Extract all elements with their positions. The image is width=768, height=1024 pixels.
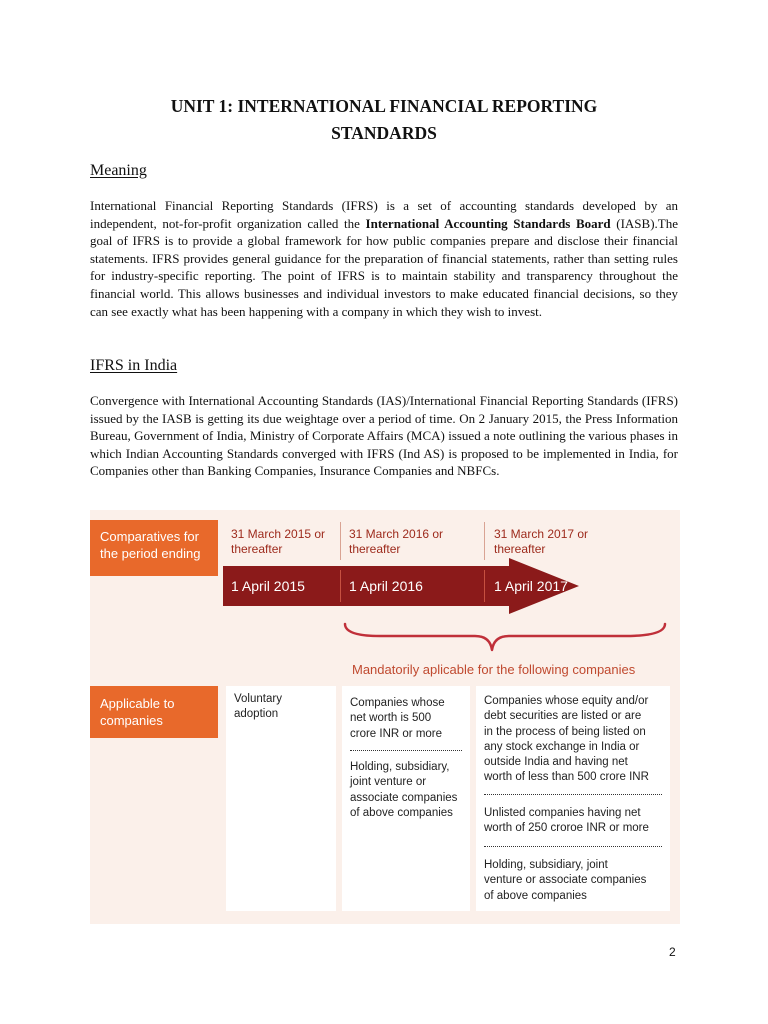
col2-a-line-1: Companies whose xyxy=(350,697,445,709)
period-2015-line-2: thereafter xyxy=(231,542,283,556)
ifrs-india-paragraph: Convergence with International Accounting Standards (IAS)/International Financial Reporting Standards (IFRS) issued by the IASB is getting its due weightage over a period of time. On 2 January 2015, the Press Information Bureau, Government of India, Ministry of Corporate Affairs (MCA) issued a note outlining the various phases in which Indian Accounting Standards converged with IFRS (Ind AS) is proposed to be implemented in India, for Companies other than Banking Companies, Insurance Companies and NBFCs. xyxy=(90,393,678,479)
col3-unlisted-text xyxy=(484,806,649,837)
col3-c-line-3: of above companies xyxy=(484,889,587,902)
col3-dotted-divider-1 xyxy=(484,794,662,795)
period-2017-line-1: 31 March 2017 or xyxy=(494,527,589,541)
col2-b-line-4: of above companies xyxy=(350,806,453,819)
col3-listed-text xyxy=(484,694,649,786)
col2-a-line-2: net worth is 500 xyxy=(350,712,432,725)
arrow-divider-1 xyxy=(340,570,341,602)
col3-dotted-divider-2 xyxy=(484,846,662,847)
column-2017 xyxy=(476,686,670,911)
date-2016: 1 April 2016 xyxy=(349,578,423,594)
comparatives-label-line-2: the period ending xyxy=(100,546,201,561)
ifrs-india-heading: IFRS in India xyxy=(90,357,178,374)
mandatory-label: Mandatorily aplicable for the following companies xyxy=(352,662,636,677)
comparatives-label-line-1: Comparatives for xyxy=(100,529,199,544)
col3-holding-text xyxy=(484,858,646,904)
col2-b-line-3: associate companies xyxy=(350,791,458,804)
voluntary-line-2: adoption xyxy=(234,708,279,721)
col3-c-line-2: venture or associate companies xyxy=(484,874,647,887)
curly-brace-icon xyxy=(340,618,680,658)
column-voluntary xyxy=(226,686,336,911)
page-title xyxy=(90,93,678,147)
title-line-2: STANDARDS xyxy=(331,123,437,143)
meaning-heading: Meaning xyxy=(90,162,147,179)
col2-networth-text xyxy=(350,696,445,742)
arrow-divider-2 xyxy=(484,570,485,602)
period-2016-line-1: 31 March 2016 or xyxy=(349,527,444,541)
ind-as-timeline-figure xyxy=(90,510,680,924)
column-2016 xyxy=(342,686,470,911)
title-line-1: UNIT 1: INTERNATIONAL FINANCIAL REPORTING xyxy=(170,96,598,116)
meaning-paragraph xyxy=(90,197,678,320)
date-2015: 1 April 2015 xyxy=(231,578,305,594)
col2-dotted-divider xyxy=(350,750,462,751)
period-2016-line-2: thereafter xyxy=(349,542,401,556)
period-2015-line-1: 31 March 2015 or xyxy=(231,527,326,541)
date-2017: 1 April 2017 xyxy=(494,578,568,594)
col3-b-line-2: worth of 250 croroe INR or more xyxy=(484,822,649,835)
iasb-bold: International Accounting Standards Board xyxy=(365,215,611,231)
comparatives-label xyxy=(90,520,218,576)
col3-a-line-2: debt securities are listed or are xyxy=(484,710,642,723)
col3-a-line-6: worth of less than 500 crore INR xyxy=(484,771,649,784)
voluntary-line-1: Voluntary xyxy=(234,693,282,705)
col2-a-line-3: crore INR or more xyxy=(350,727,443,740)
col3-c-line-1: Holding, subsidiary, joint xyxy=(484,859,608,871)
meaning-text-2: (IASB).The goal of IFRS is to provide a global framework for how public companies prepare and disclose their financial statements. IFRS provides general guidance for the preparation of financial statements, rather than setting rules for industry-specific reporting. The point of IFRS is to maintain stability and transparency throughout the financial world. This allows businesses and individual investors to make educated financial decisions, so they can see exactly what has been happening with a company in which they wish to invest. xyxy=(90,215,678,319)
meaning-text-1: International Financial Reporting Standards (IFRS) is a set of accounting standards developed by an independent, not-for-profit organization called the xyxy=(90,198,678,231)
col3-a-line-3: in the process of being listed on xyxy=(484,725,646,738)
col3-a-line-4: any stock exchange in India or xyxy=(484,740,640,753)
applicable-label-line-2: companies xyxy=(100,713,163,728)
period-2017 xyxy=(494,527,588,557)
col2-b-line-2: joint venture or xyxy=(350,776,427,789)
page-number: 2 xyxy=(669,945,676,959)
period-2015 xyxy=(231,527,325,557)
applicable-label-line-1: Applicable to xyxy=(100,696,175,711)
period-separator-2 xyxy=(484,522,485,560)
col2-holding-text xyxy=(350,760,457,821)
period-2016 xyxy=(349,527,443,557)
col2-b-line-1: Holding, subsidiary, xyxy=(350,761,450,773)
period-2017-line-2: thereafter xyxy=(494,542,546,556)
period-separator-1 xyxy=(340,522,341,560)
applicable-label xyxy=(90,686,218,738)
col3-a-line-5: outside India and having net xyxy=(484,756,628,769)
col3-a-line-1: Companies whose equity and/or xyxy=(484,695,649,707)
col3-b-line-1: Unlisted companies having net xyxy=(484,807,641,819)
voluntary-text xyxy=(234,692,282,723)
